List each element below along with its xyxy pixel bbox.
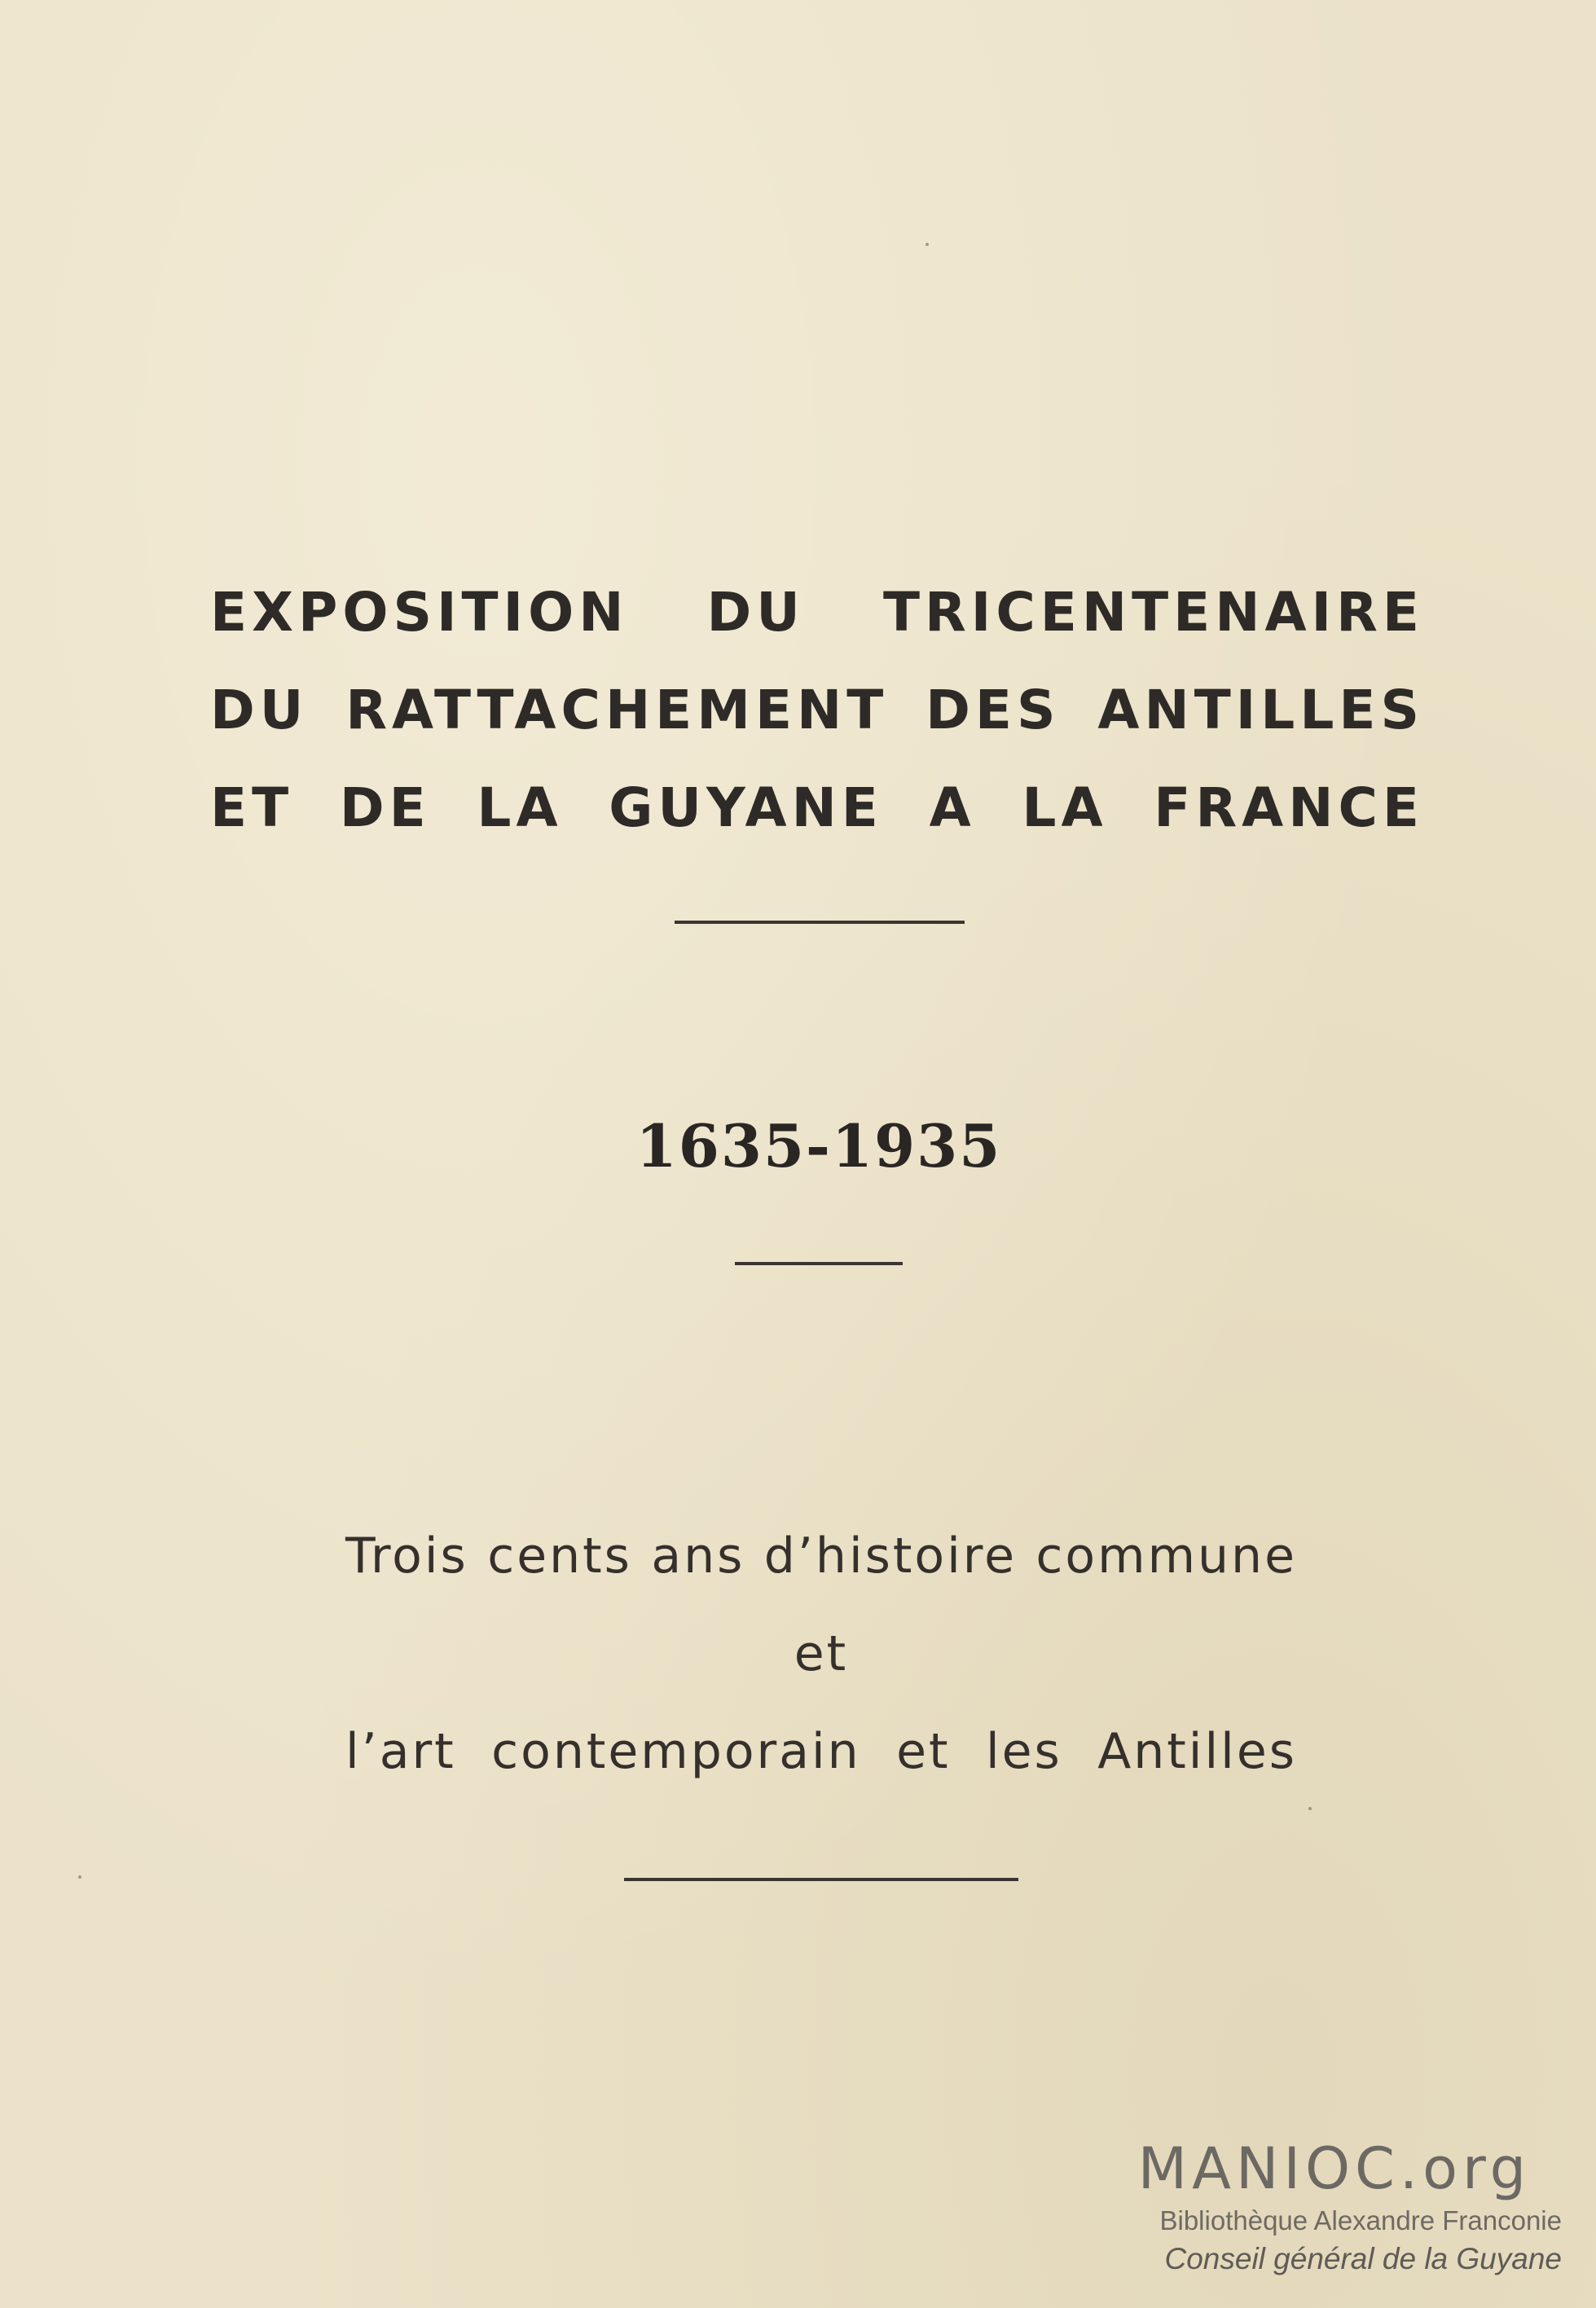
subtitle-line-2: et <box>794 1625 849 1682</box>
document-title <box>210 564 1424 857</box>
divider-rule-3 <box>624 1878 1018 1881</box>
title-line-2: DU RATTACHEMENT DES ANTILLES <box>210 679 1424 741</box>
manioc-logo: MANIOC.org <box>1137 2135 1531 2202</box>
watermark-library: Bibliothèque Alexandre Franconie <box>1159 2205 1562 2235</box>
manioc-watermark <box>1110 2134 1567 2279</box>
watermark-council: Conseil général de la Guyane <box>1164 2242 1562 2275</box>
subtitle-block <box>345 1507 1297 1800</box>
subtitle-line-3: l’art contemporain et les Antilles <box>345 1723 1297 1780</box>
title-line-1: EXPOSITION DU TRICENTENAIRE <box>210 581 1424 644</box>
divider-rule-1 <box>675 921 965 924</box>
date-range: 1635-1935 <box>635 1111 1002 1180</box>
divider-rule-2 <box>735 1262 903 1265</box>
title-line-3: ET DE LA GUYANE A LA FRANCE <box>210 776 1424 839</box>
paper-speck <box>926 243 929 246</box>
paper-speck <box>1308 1807 1312 1810</box>
paper-speck <box>78 1875 81 1879</box>
subtitle-line-1: Trois cents ans d’histoire commune <box>345 1528 1297 1585</box>
